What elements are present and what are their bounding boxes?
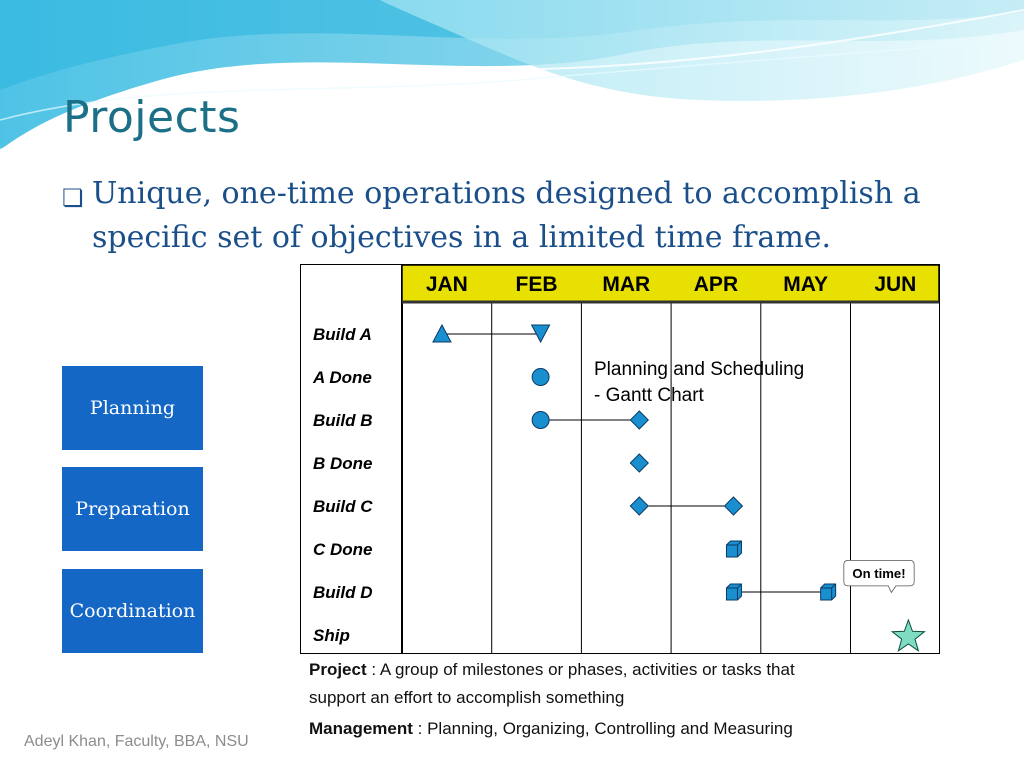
month-header-band — [402, 265, 939, 302]
task-label: C Done — [313, 540, 373, 559]
gantt-caption — [594, 357, 804, 409]
task-label: Build D — [313, 583, 373, 602]
project-definition-line-1 — [309, 660, 795, 680]
footer-credit: Adeyl Khan, Faculty, BBA, NSU — [24, 733, 249, 750]
on-time-text: On time! — [852, 565, 906, 581]
task-label: A Done — [313, 368, 372, 387]
preparation-box: Preparation — [62, 467, 203, 551]
milestone-circle — [532, 369, 549, 386]
planning-box: Planning — [62, 366, 203, 450]
management-definition-line — [309, 719, 793, 739]
on-time-callout — [833, 560, 925, 594]
management-definition: : Planning, Organizing, Controlling and Measuring — [412, 719, 793, 738]
month-label-feb: FEB — [515, 273, 558, 296]
project-term: Project — [309, 660, 367, 679]
gantt-caption-line-1: Planning and Scheduling — [594, 359, 805, 380]
month-label-mar: MAR — [602, 273, 651, 296]
bullet-point — [62, 172, 922, 260]
month-label-jan: JAN — [425, 273, 468, 296]
project-definition-line-2: support an effort to accomplish something — [309, 688, 625, 707]
gantt-chart — [300, 264, 940, 654]
project-definition: : A group of milestones or phases, activities or tasks that — [366, 660, 795, 679]
gantt-frame — [301, 265, 940, 654]
coordination-box: Coordination — [62, 569, 203, 653]
month-label-may: MAY — [783, 273, 829, 296]
task-label: Ship — [313, 626, 350, 645]
checkbox-bullet-icon: ❏ — [62, 184, 84, 212]
task-label: Build B — [313, 411, 373, 430]
page-title: Projects — [63, 92, 241, 143]
gantt-caption-line-2: - Gantt Chart — [594, 385, 704, 406]
bullet-text: Unique, one-time operations designed to accomplish a specific set of objectives in a limited time frame. — [92, 176, 921, 255]
task-label: Build A — [313, 325, 372, 344]
task-label: B Done — [313, 454, 373, 473]
management-term: Management — [309, 719, 413, 738]
month-label-apr: APR — [693, 273, 739, 296]
milestone-circle — [532, 412, 549, 429]
month-label-jun: JUN — [874, 273, 917, 296]
task-label: Build C — [313, 497, 373, 516]
